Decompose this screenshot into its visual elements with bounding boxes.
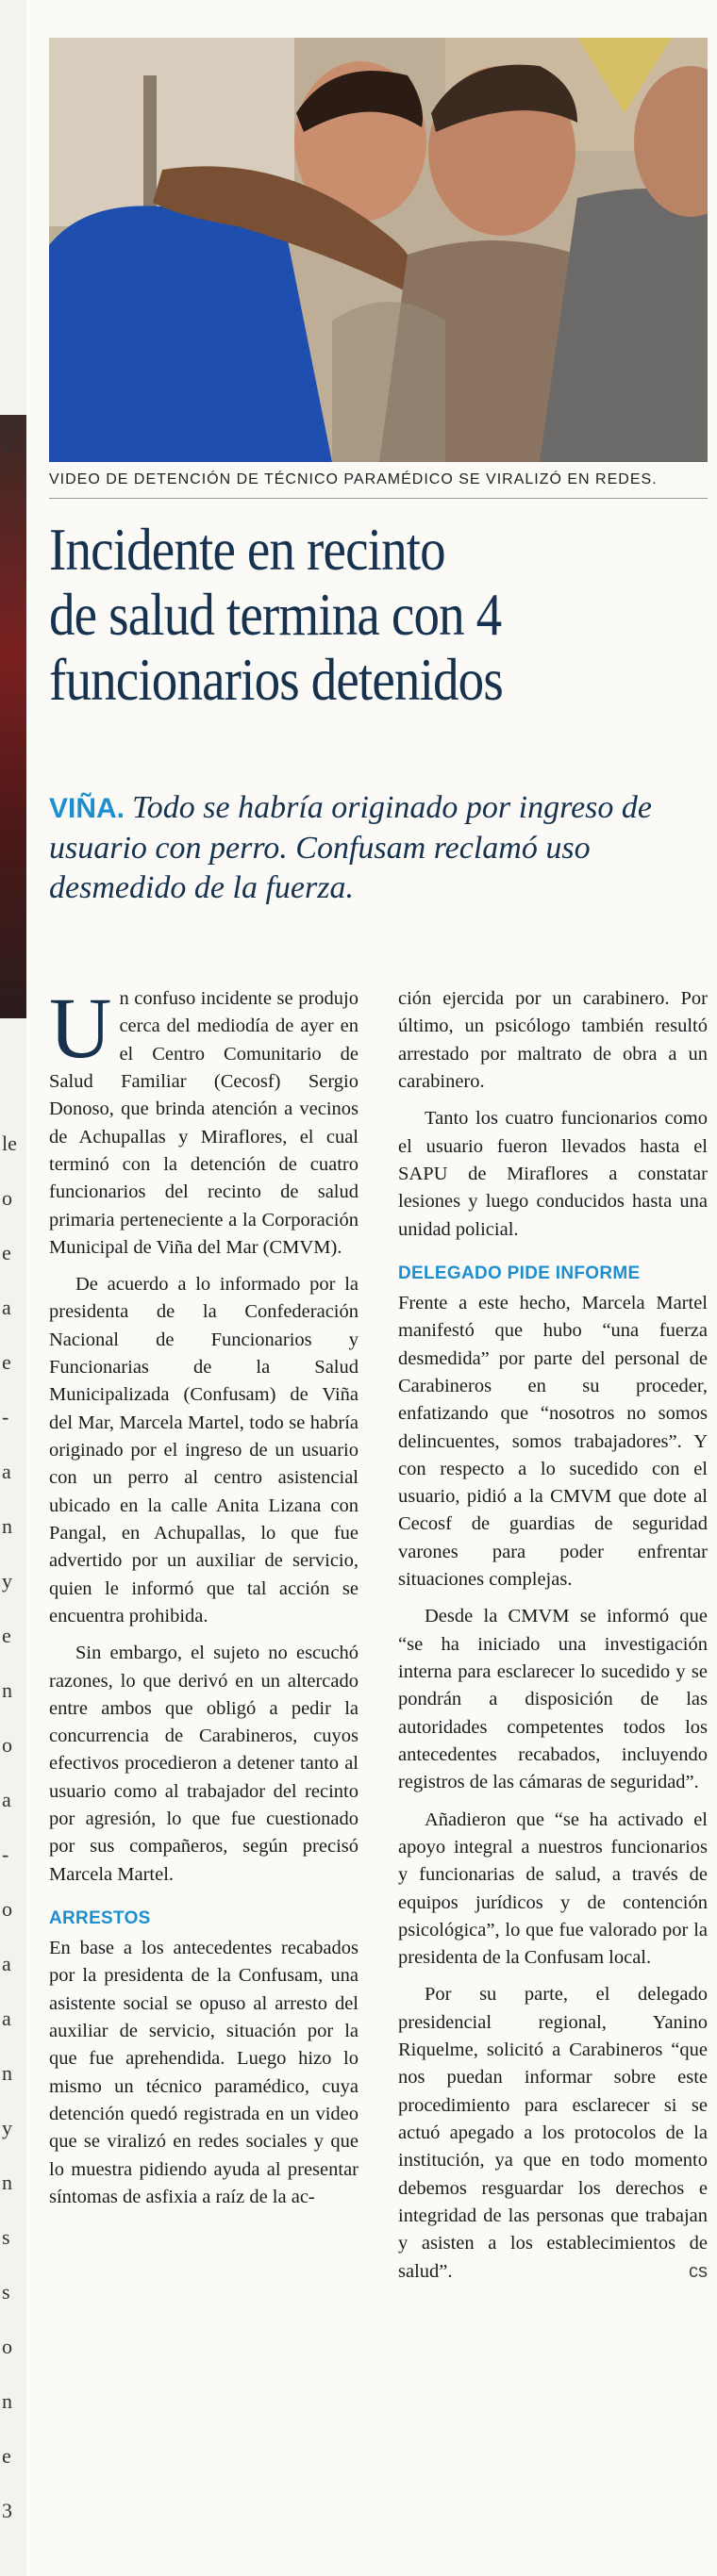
adjacent-fragment: a xyxy=(2,1788,11,1811)
adjacent-column-strip xyxy=(0,0,26,2576)
body-column-1 xyxy=(49,980,358,2221)
paragraph-5: ción ejercida por un carabinero. Por último, un psicólogo también resultó arrestado por maltrato de obra a un carabinero. xyxy=(398,988,708,1092)
paragraph-2: De acuerdo a lo informado por la presidenta de la Confederación Nacional de Funcionarios y Funcionarias de la Salud Municipalizada (Confusam) de Viña del Mar, Marcela Martel, todo se habría originado por el ingreso de un usuario con un perro al centro asistencial ubicado en la calle Anita Lizana con Pangal, en Achupallas, lo que fue advertido por un auxiliar de servicio, quien le informó que tal acción se encuentra prohibida. xyxy=(49,1274,358,1627)
adjacent-fragment: e xyxy=(2,1624,11,1647)
drop-cap: U xyxy=(49,980,112,1076)
paragraph-10 xyxy=(398,1981,708,2285)
adjacent-fragment: n xyxy=(2,2171,12,2194)
adjacent-fragment: y xyxy=(2,1569,12,1593)
adjacent-fragment: a xyxy=(2,1460,11,1483)
adjacent-fragment: 3 xyxy=(2,2499,12,2522)
adjacent-fragment: n xyxy=(2,2061,12,2085)
adjacent-fragment: le xyxy=(2,1131,17,1155)
adjacent-fragment: - xyxy=(2,1842,9,1866)
adjacent-fragment: e xyxy=(2,2444,11,2468)
subheading-arrestos: ARRESTOS xyxy=(49,1908,151,1928)
paragraph-3: Sin embargo, el sujeto no escuchó razones, lo que derivó en un altercado entre ambos que obligó a pedir la concurrencia de Carabineros, cuyos efectivos procedieron a detener tanto al usuario como al trabajador del recinto por agresión, lo que fue cuestionado por sus compañeros, según precisó Marcela Martel. xyxy=(49,1643,358,1885)
photo-caption: VIDEO DE DETENCIÓN DE TÉCNICO PARAMÉDICO SE VIRALIZÓ EN REDES. xyxy=(49,471,658,487)
paragraph-6: Tanto los cuatro funcionarios como el usuario fueron llevados hasta el SAPU de Miraflores a constatar lesiones y luego conducidos hasta una unidad policial. xyxy=(398,1108,708,1240)
subheading-delegado: DELEGADO PIDE INFORME xyxy=(398,1263,641,1283)
paragraph-10-text: Por su parte, el delegado presidencial regional, Yanino Riquelme, solicitó a Carabineros “que nos puedan informar sobre este procedimiento para esclarecer si se actuó apegado a los protocolos de la institución, ya que en todo momento debemos resguardar los derechos e integridad de las personas que trabajan y asisten a los establecimientos de salud”. xyxy=(398,1984,708,2282)
news-photo xyxy=(49,38,708,462)
paragraph-4: En base a los antecedentes recabados por la presidenta de la Confusam, una asistente social se opuso al arresto del auxiliar de servicio, situación por la que fue aprehendida. Luego hizo lo mismo un técnico paramédico, cuya detención quedó registrada en un video que se viralizó en redes sociales y que lo muestra pidiendo ayuda al presentar síntomas de asfixia a raíz de la ac- xyxy=(49,1938,358,2207)
adjacent-fragment: e xyxy=(2,1241,11,1264)
headline-line-1: Incidente en recinto xyxy=(49,516,445,583)
adjacent-fragment: e xyxy=(2,1350,11,1374)
caption-rule xyxy=(49,498,708,499)
adjacent-fragment: n xyxy=(2,2389,12,2413)
adjacent-fragment: s xyxy=(2,2280,10,2304)
headline-line-2: de salud termina con 4 xyxy=(49,581,502,649)
adjacent-fragment: a xyxy=(2,1296,11,1319)
photo-illustration xyxy=(49,38,708,462)
adjacent-photo-edge xyxy=(0,415,26,1018)
paragraph-7: Frente a este hecho, Marcela Martel manifestó que hubo “una fuerza desmedida” por parte del personal de Carabineros en su proceder, enfatizando que “nosotros no somos delincuentes, somos trabajadores”. Y con respecto a lo sucedido con el usuario, pidió a la CMVM que dote al Cecosf de guardias de seguridad varones para poder enfrentar situaciones complejas. xyxy=(398,1292,708,1591)
adjacent-fragment: s xyxy=(2,2225,10,2249)
adjacent-fragment: n xyxy=(2,1514,12,1538)
adjacent-fragment: n xyxy=(2,1678,12,1702)
adjacent-fragment: y xyxy=(2,2116,12,2139)
paragraph-1-text: n confuso incidente se produjo cerca del mediodía de ayer en el Centro Comunitario de Salud Familiar (Cecosf) Sergio Donoso, que brinda atención a vecinos de Achupallas y Miraflores, el cual terminó con la detención de cuatro funcionarios del recinto de salud primaria perteneciente a la Corporación Municipal de Viña del Mar (CMVM). xyxy=(49,988,358,1258)
adjacent-fragment: s xyxy=(2,434,10,457)
deck xyxy=(49,788,708,909)
adjacent-fragment: o xyxy=(2,2335,12,2358)
deck-kicker: VIÑA. xyxy=(49,793,125,824)
paragraph-1 xyxy=(49,980,358,1262)
adjacent-fragment: a xyxy=(2,2006,11,2030)
headline xyxy=(49,517,615,712)
headline-line-3: funcionarios detenidos xyxy=(49,646,503,714)
adjacent-fragment: o xyxy=(2,1897,12,1921)
deck-text: Todo se habría originado por ingreso de usuario con perro. Confusam reclamó uso desmedido de la fuerza. xyxy=(49,790,652,905)
end-mark: cs xyxy=(689,2260,708,2282)
body-column-2 xyxy=(398,985,708,2295)
adjacent-fragment: o xyxy=(2,1186,12,1210)
paragraph-9: Añadieron que “se ha activado el apoyo integral a nuestros funcionarios y funcionarias de salud, a través de equipos jurídicos y de contención psicológica”, lo que fue valorado por la presidenta de la Confusam local. xyxy=(398,1808,708,1969)
paragraph-8: Desde la CMVM se informó que “se ha iniciado una investigación interna para esclarecer lo sucedido y se pondrán a disposición de las autoridades competentes todos los antecedentes recabados, incluyendo registros de las cámaras de seguridad”. xyxy=(398,1606,708,1793)
adjacent-fragment: a xyxy=(2,1952,11,1975)
adjacent-fragment: - xyxy=(2,1405,9,1428)
adjacent-fragment: o xyxy=(2,1733,12,1757)
